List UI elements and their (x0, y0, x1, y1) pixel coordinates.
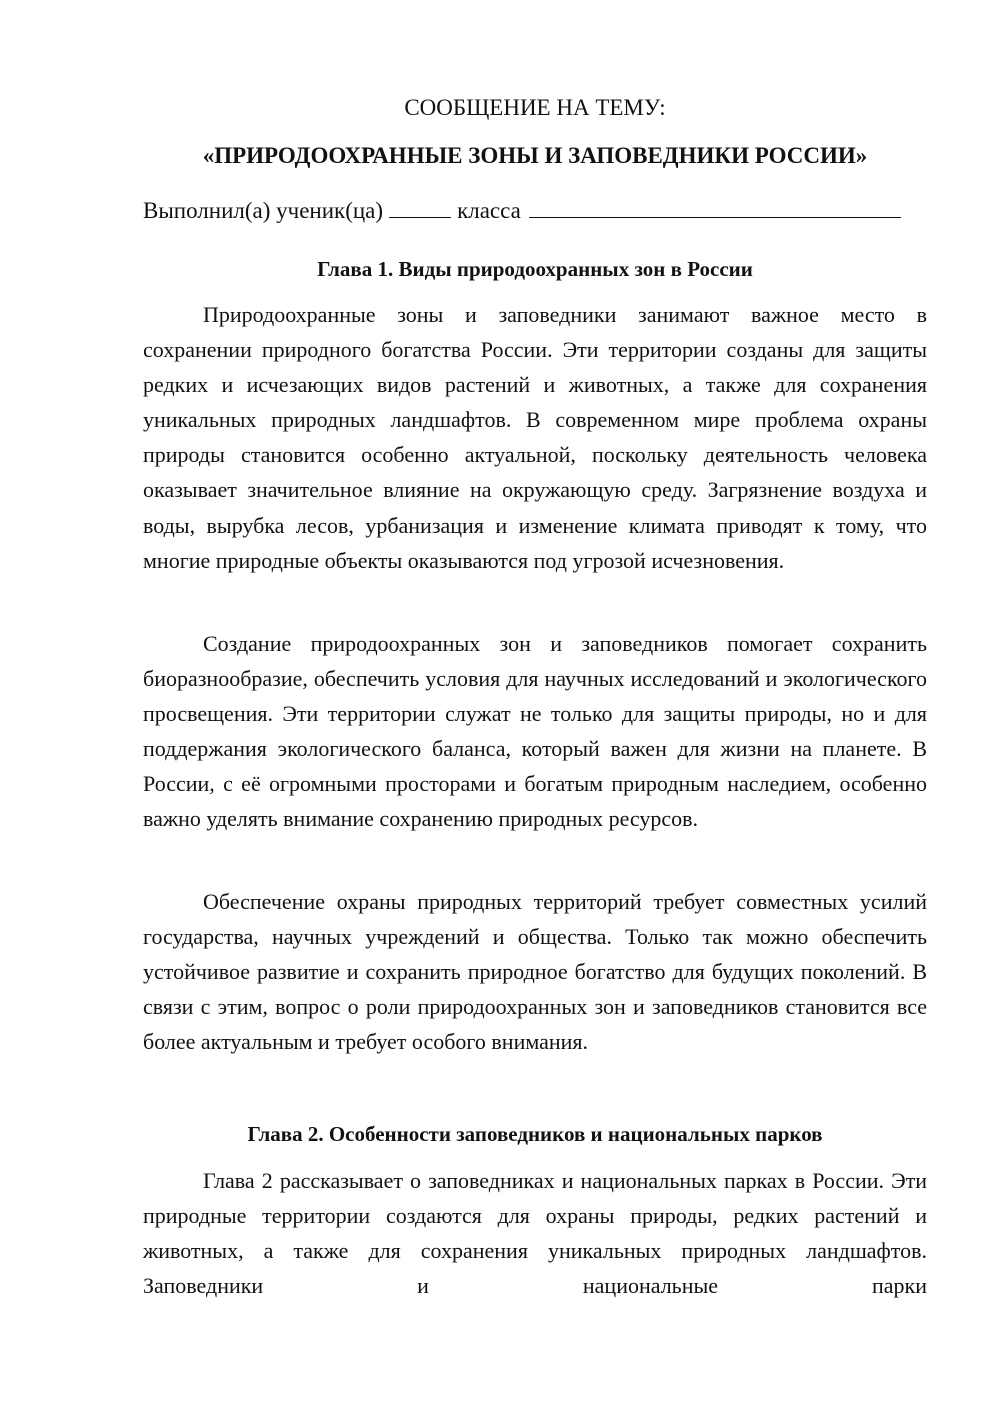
chapter-2-paragraph-1: Глава 2 рассказывает о заповедниках и национальных парках в России. Эти природные территории создаются для охраны природы, редких растений и животных, а также для сохранения уникальных природных ландшафтов. Заповедники и национальные парки (143, 1168, 927, 1299)
chapter-1-paragraph-2: Создание природоохранных зон и заповедников помогает сохранить биоразнообразие, обеспечить условия для научных исследований и экологического просвещения. Эти территории служат не только для защиты природы, но и для поддержания экологического баланса, который важен для жизни на планете. В России, с её огромными просторами и богатым природным наследием, особенно важно уделять внимание сохранению природных ресурсов. (143, 631, 927, 832)
chapter-1-paragraph-3: Обеспечение охраны природных территорий требует совместных усилий государства, научных учреждений и общества. Только так можно обеспечить устойчивое развитие и сохранить природное богатство для будущих поколений. В связи с этим, вопрос о роли природоохранных зон и заповедников становится все более актуальным и требует особого внимания. (143, 889, 927, 1055)
author-prefix: Выполнил(а) ученик(ца) (143, 198, 384, 223)
grade-blank (389, 197, 451, 218)
chapter-1-paragraph-1: Природоохранные зоны и заповедники занимают важное место в сохранении природного богатства России. Эти территории созданы для защиты редких и исчезающих видов растений и животных, а также для сохранения уникальных природных ландшафтов. В современном мире проблема охраны природы становится особенно актуальной, поскольку деятельность человека оказывает значительное влияние на окружающую среду. Загрязнение воздуха и воды, вырубка лесов, урбанизация и изменение климата приводят к тому, что многие природные объекты оказываются под угрозой исчезновения. (143, 302, 927, 573)
class-word: класса (457, 198, 521, 223)
document-title-line-2: «ПРИРОДООХРАННЫЕ ЗОНЫ И ЗАПОВЕДНИКИ РОССИИ» (202, 143, 868, 168)
document-title-line-1: СООБЩЕНИЕ НА ТЕМУ: (404, 95, 666, 120)
chapter-1-heading: Глава 1. Виды природоохранных зон в России (317, 257, 753, 281)
chapter-2-heading: Глава 2. Особенности заповедников и национальных парков (247, 1122, 823, 1146)
name-blank (529, 197, 901, 218)
author-line (143, 196, 927, 226)
